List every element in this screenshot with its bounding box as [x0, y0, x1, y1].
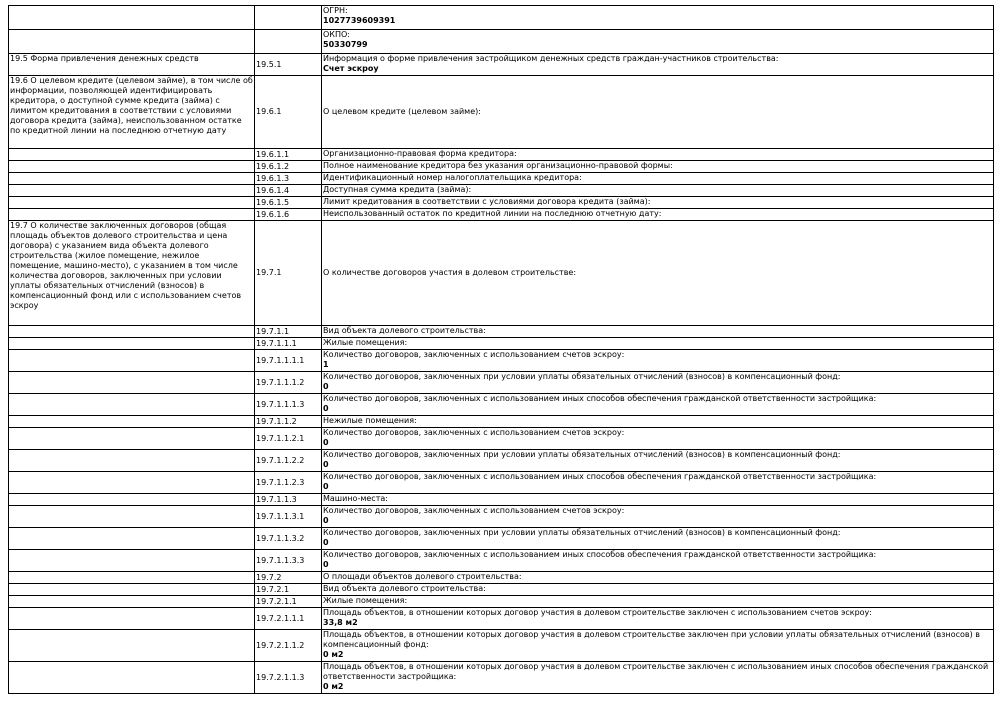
- item-code-cell: 19.7.1: [255, 221, 322, 326]
- item-code-cell: 19.7.1.1.1.2: [255, 372, 322, 394]
- item-content-cell: [322, 149, 994, 161]
- disclosure-table: [8, 5, 994, 694]
- item-code-cell: 19.7.1.1.3: [255, 494, 322, 506]
- item-code-cell: 19.7.1.1.3.3: [255, 550, 322, 572]
- table-row: [9, 372, 994, 394]
- item-content-cell: [322, 54, 994, 76]
- section-title-cell: [9, 350, 255, 372]
- item-label: О количестве договоров участия в долевом строительстве:: [323, 268, 577, 277]
- table-row: [9, 76, 994, 149]
- item-label: Количество договоров, заключенных при условии уплаты обязательных отчислений (взносов) в компенсационный фонд:: [323, 450, 841, 459]
- item-value: 1027739609391: [323, 16, 396, 25]
- table-row: [9, 30, 994, 54]
- section-title-cell: [9, 550, 255, 572]
- section-title-cell: [9, 608, 255, 630]
- item-content-cell: [322, 372, 994, 394]
- item-code-cell: 19.7.1.1.2.3: [255, 472, 322, 494]
- item-content-cell: [322, 173, 994, 185]
- item-value: 0 м2: [323, 650, 344, 659]
- table-row: [9, 494, 994, 506]
- item-label: Площадь объектов, в отношении которых договор участия в долевом строительстве заключен с использованием иных способов обеспечения гражданской ответственности застройщика:: [323, 662, 989, 681]
- item-value: 0: [323, 482, 329, 491]
- item-value: Счет эскроу: [323, 64, 379, 73]
- item-content-cell: [322, 608, 994, 630]
- item-code-cell: 19.6.1.3: [255, 173, 322, 185]
- item-code-cell: 19.7.1.1.2: [255, 416, 322, 428]
- item-content-cell: [322, 221, 994, 326]
- table-row: [9, 54, 994, 76]
- item-content-cell: [322, 197, 994, 209]
- item-code-cell: 19.6.1.4: [255, 185, 322, 197]
- table-row: [9, 416, 994, 428]
- item-label: Количество договоров, заключенных с использованием счетов эскроу:: [323, 506, 625, 515]
- section-title-cell: [9, 197, 255, 209]
- item-content-cell: [322, 185, 994, 197]
- item-label: Вид объекта долевого строительства:: [323, 584, 486, 593]
- item-label: Площадь объектов, в отношении которых договор участия в долевом строительстве заключен при условии уплаты обязательных отчислений (взносов) в компенсационный фонд:: [323, 630, 980, 649]
- item-code-cell: 19.6.1.6: [255, 209, 322, 221]
- item-value: 0: [323, 516, 329, 525]
- section-title-cell: [9, 416, 255, 428]
- item-label: Информация о форме привлечения застройщиком денежных средств граждан-участников строительства:: [323, 54, 779, 63]
- table-row: [9, 209, 994, 221]
- section-title-cell: 19.5 Форма привлечения денежных средств: [9, 54, 255, 76]
- item-content-cell: [322, 506, 994, 528]
- item-label: Количество договоров, заключенных с использованием иных способов обеспечения гражданской ответственности застройщика:: [323, 550, 877, 559]
- table-row: [9, 584, 994, 596]
- item-value: 0 м2: [323, 682, 344, 691]
- item-code-cell: 19.7.1.1.1.1: [255, 350, 322, 372]
- item-label: Количество договоров, заключенных при условии уплаты обязательных отчислений (взносов) в компенсационный фонд:: [323, 528, 841, 537]
- table-row: [9, 528, 994, 550]
- item-content-cell: [322, 630, 994, 662]
- table-row: [9, 428, 994, 450]
- item-code-cell: 19.6.1.2: [255, 161, 322, 173]
- item-content-cell: [322, 350, 994, 372]
- section-title-cell: [9, 209, 255, 221]
- table-row: [9, 350, 994, 372]
- section-title-cell: [9, 528, 255, 550]
- item-code-cell: 19.7.1.1.1.3: [255, 394, 322, 416]
- item-value: 0: [323, 382, 329, 391]
- item-content-cell: [322, 6, 994, 30]
- item-content-cell: [322, 76, 994, 149]
- item-label: Количество договоров, заключенных при условии уплаты обязательных отчислений (взносов) в компенсационный фонд:: [323, 372, 841, 381]
- item-value: 0: [323, 560, 329, 569]
- item-content-cell: [322, 550, 994, 572]
- item-code-cell: 19.7.1.1.3.2: [255, 528, 322, 550]
- item-label: Количество договоров, заключенных с использованием счетов эскроу:: [323, 428, 625, 437]
- table-row: [9, 572, 994, 584]
- item-label: Площадь объектов, в отношении которых договор участия в долевом строительстве заключен с использованием счетов эскроу:: [323, 608, 872, 617]
- item-content-cell: [322, 528, 994, 550]
- table-row: [9, 149, 994, 161]
- item-label: Неиспользованный остаток по кредитной линии на последнюю отчетную дату:: [323, 209, 662, 218]
- item-content-cell: [322, 428, 994, 450]
- item-label: Лимит кредитования в соответствии с условиями договора кредита (займа):: [323, 197, 651, 206]
- section-title-cell: [9, 584, 255, 596]
- item-value: 0: [323, 460, 329, 469]
- item-value: 50330799: [323, 40, 368, 49]
- section-title-cell: [9, 149, 255, 161]
- item-label: Машино-места:: [323, 494, 388, 503]
- item-code-cell: 19.7.2.1.1.3: [255, 662, 322, 694]
- item-code-cell: 19.7.2.1.1.2: [255, 630, 322, 662]
- item-label: Количество договоров, заключенных с использованием счетов эскроу:: [323, 350, 625, 359]
- item-code-cell: 19.7.2: [255, 572, 322, 584]
- item-content-cell: [322, 662, 994, 694]
- item-code-cell: 19.7.1.1.3.1: [255, 506, 322, 528]
- table-row: [9, 472, 994, 494]
- table-row: [9, 173, 994, 185]
- item-code-cell: 19.7.1.1.2.2: [255, 450, 322, 472]
- item-label: Организационно-правовая форма кредитора:: [323, 149, 517, 158]
- section-title-cell: [9, 630, 255, 662]
- table-row: [9, 6, 994, 30]
- section-title-cell: [9, 572, 255, 584]
- section-title-cell: [9, 173, 255, 185]
- table-row: [9, 161, 994, 173]
- table-row: [9, 326, 994, 338]
- item-value: 0: [323, 538, 329, 547]
- item-content-cell: [322, 30, 994, 54]
- item-content-cell: [322, 394, 994, 416]
- item-content-cell: [322, 161, 994, 173]
- item-label: Идентификационный номер налогоплательщика кредитора:: [323, 173, 582, 182]
- item-content-cell: [322, 338, 994, 350]
- table-row: [9, 550, 994, 572]
- item-label: Жилые помещения:: [323, 596, 408, 605]
- table-row: [9, 608, 994, 630]
- item-content-cell: [322, 326, 994, 338]
- item-label: Доступная сумма кредита (займа):: [323, 185, 472, 194]
- item-code-cell: 19.7.1.1: [255, 326, 322, 338]
- section-title-cell: [9, 161, 255, 173]
- item-code-cell: 19.6.1.5: [255, 197, 322, 209]
- item-content-cell: [322, 584, 994, 596]
- item-code-cell: 19.7.2.1.1: [255, 596, 322, 608]
- section-title-cell: [9, 338, 255, 350]
- section-title-cell: 19.7 О количестве заключенных договоров (общая площадь объектов долевого строительства и цена договора) с указанием вида объекта долевого строительства (жилое помещение, нежилое помещение, машино-место), с указанием в том числе количества договоров, заключенных при условии уплаты обязательных отчислений (взносов) в компенсационный фонд или с использованием счетов эскроу: [9, 221, 255, 326]
- item-label: О целевом кредите (целевом займе):: [323, 107, 481, 116]
- item-code-cell: [255, 6, 322, 30]
- table-row: [9, 394, 994, 416]
- item-label: Полное наименование кредитора без указания организационно-правовой формы:: [323, 161, 673, 170]
- section-title-cell: [9, 662, 255, 694]
- table-row: [9, 197, 994, 209]
- table-row: [9, 221, 994, 326]
- table-row: [9, 338, 994, 350]
- item-label: Вид объекта долевого строительства:: [323, 326, 486, 335]
- table-row: [9, 506, 994, 528]
- item-value: 33,8 м2: [323, 618, 358, 627]
- section-title-cell: [9, 596, 255, 608]
- item-code-cell: 19.7.1.1.2.1: [255, 428, 322, 450]
- section-title-cell: [9, 30, 255, 54]
- table-row: [9, 630, 994, 662]
- item-code-cell: 19.7.2.1: [255, 584, 322, 596]
- item-content-cell: [322, 472, 994, 494]
- section-title-cell: [9, 450, 255, 472]
- section-title-cell: [9, 185, 255, 197]
- item-value: 0: [323, 438, 329, 447]
- item-label: ОКПО:: [323, 30, 350, 39]
- item-value: 1: [323, 360, 329, 369]
- item-code-cell: 19.6.1: [255, 76, 322, 149]
- item-content-cell: [322, 450, 994, 472]
- item-value: 0: [323, 404, 329, 413]
- section-title-cell: [9, 494, 255, 506]
- section-title-cell: [9, 372, 255, 394]
- item-content-cell: [322, 572, 994, 584]
- item-code-cell: 19.7.1.1.1: [255, 338, 322, 350]
- disclosure-table-body: [9, 6, 994, 694]
- item-label: Количество договоров, заключенных с использованием иных способов обеспечения гражданской ответственности застройщика:: [323, 394, 877, 403]
- item-content-cell: [322, 494, 994, 506]
- table-row: [9, 596, 994, 608]
- item-code-cell: 19.5.1: [255, 54, 322, 76]
- item-code-cell: 19.6.1.1: [255, 149, 322, 161]
- section-title-cell: 19.6 О целевом кредите (целевом займе), в том числе об информации, позволяющей идентифицировать кредитора, о доступной сумме кредита (займа) с лимитом кредитования в соответствии с условиями договора кредита (займа), неиспользованном остатке по кредитной линии на последнюю отчетную дату: [9, 76, 255, 149]
- item-label: О площади объектов долевого строительства:: [323, 572, 522, 581]
- section-title-cell: [9, 6, 255, 30]
- item-label: Нежилые помещения:: [323, 416, 417, 425]
- section-title-cell: [9, 326, 255, 338]
- item-label: ОГРН:: [323, 6, 348, 15]
- item-label: Количество договоров, заключенных с использованием иных способов обеспечения гражданской ответственности застройщика:: [323, 472, 877, 481]
- item-code-cell: [255, 30, 322, 54]
- section-title-cell: [9, 428, 255, 450]
- item-content-cell: [322, 209, 994, 221]
- section-title-cell: [9, 506, 255, 528]
- section-title-cell: [9, 472, 255, 494]
- item-content-cell: [322, 596, 994, 608]
- item-label: Жилые помещения:: [323, 338, 408, 347]
- item-code-cell: 19.7.2.1.1.1: [255, 608, 322, 630]
- section-title-cell: [9, 394, 255, 416]
- item-content-cell: [322, 416, 994, 428]
- table-row: [9, 185, 994, 197]
- table-row: [9, 662, 994, 694]
- table-row: [9, 450, 994, 472]
